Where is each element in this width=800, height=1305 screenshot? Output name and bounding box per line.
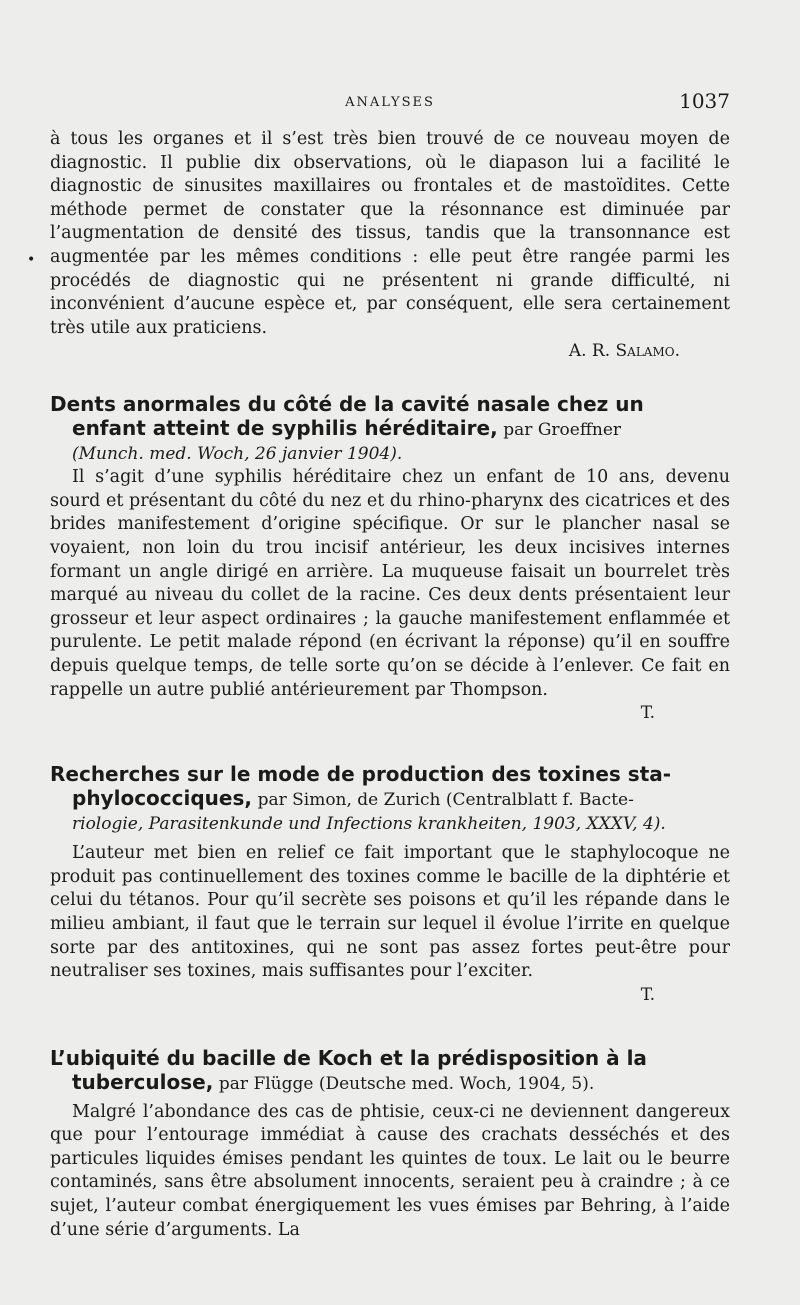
article-title-continued <box>50 786 730 813</box>
article-title-line: Recherches sur le mode de production des toxines sta- <box>50 762 672 786</box>
article-body: Malgré l’abondance des cas de phtisie, ceux-ci ne deviennent dangereux que pour l’entourage immédiat à cause des crachats desséchés et des particules liquides émises pendant les quintes de toux. Le lait ou le beurre contaminés, sans être absolument innocents, seraient peu à craindre ; à ce sujet, l’auteur combat énergiquement les vues émises par Behring, à l’aide d’une série d’arguments. La <box>50 1101 730 1240</box>
article-body: L’auteur met bien en relief ce fait important que le staphylocoque ne produit pas continuellement des toxines comme le bacille de la diphtérie et celui du tétanos. Pour qu’il secrète ses poisons et qu’il les répande dans le milieu ambiant, il faut que le terrain sur lequel il évolue l’irrite en quelque sorte par des antitoxines, qui ne sont pas assez fortes peut-être pour neutraliser ses toxines, mais suffisantes pour l’exciter. <box>50 843 730 982</box>
article-author: par Simon, de Zurich (Centralblatt f. Bacte- <box>257 790 634 810</box>
article-signature: T. <box>640 703 655 724</box>
intro-paragraph: à tous les organes et il s’est très bien trouvé de ce nouveau moyen de diagnostic. Il publie dix observations, où le diapason lui a facilité le diagnostic de sinusites maxillaires ou frontales et de mastoïdites. Cette méthode permet de constater que la résonnance est diminuée par l’augmentation de densité des tissus, tandis que la transonnance est augmentée par les mêmes conditions : elle peut être rangée parmi les procédés de diagnostic qui ne présentent ni grande difficulté, ni inconvénient d’aucune espèce et, par conséquent, elle sera certainement très utile aux praticiens. <box>50 129 730 338</box>
article-citation: par Flügge (Deutsche med. Woch, 1904, 5). <box>218 1074 595 1094</box>
article-title-line: Dents anormales du côté de la cavité nasale chez un <box>50 392 644 416</box>
article-signature: T. <box>640 984 655 1005</box>
article-recherches-toxines <box>50 762 730 1007</box>
intro-signature: A. R. Salamo. <box>568 341 680 362</box>
running-title: ANALYSES <box>345 95 435 110</box>
article-citation: (Munch. med. Woch, 26 janvier 1904). <box>72 443 403 464</box>
page-header <box>50 89 730 115</box>
article-title-line: L’ubiquité du bacille de Koch et la prédisposition à la <box>50 1046 647 1070</box>
article-body: Il s’agit d’une syphilis héréditaire chez un enfant de 10 ans, devenu sourd et présentant du côté du nez et du rhino-pharynx des cicatrices et des brides manifestement d’origine spécifique. Or sur le plancher nasal se voyaient, non loin du trou incisif antérieur, les deux incisives internes formant un angle dirigé en arrière. La muqueuse faisait un bourrelet très marqué au niveau du collet de la racine. Ces deux dents présentaient leur grosseur et leur aspect ordinaires ; la gauche manifestement enflammée et purulente. Le petit malade répond (en écrivant la réponse) qu’il en souffre depuis quelque temps, de telle sorte qu’on se décide à l’enlever. Ce fait en rappelle un autre publié antérieurement par Thompson. <box>50 467 730 700</box>
article-author: par Groeffner <box>503 420 622 440</box>
article-citation: riologie, Parasitenkunde und Infections krankheiten, 1903, XXXV, 4). <box>72 813 666 834</box>
margin-marker: • <box>27 252 36 268</box>
article-ubiquite-bacille <box>50 1046 730 1242</box>
article-title-end: phylococciques, <box>72 786 252 810</box>
article-dents-anormales <box>50 392 730 726</box>
page-number: 1037 <box>679 89 730 113</box>
article-reference <box>50 813 730 837</box>
article-title-continued <box>50 416 730 443</box>
article-reference <box>50 443 730 467</box>
article-title-end: tuberculose, <box>72 1070 214 1094</box>
intro-section <box>50 128 730 364</box>
article-title-end: enfant atteint de syphilis héréditaire, <box>72 416 498 440</box>
article-title-continued <box>50 1070 730 1097</box>
